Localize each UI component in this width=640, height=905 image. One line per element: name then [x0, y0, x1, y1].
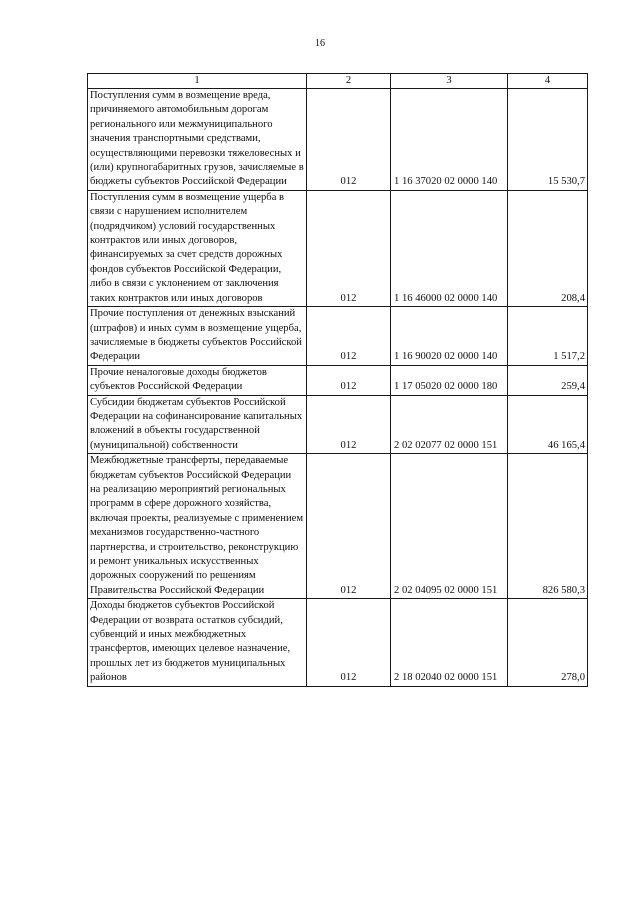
amount-cell: 1 517,2 [508, 307, 588, 366]
budget-code-cell: 1 17 05020 02 0000 180 [391, 365, 508, 395]
amount-cell: 15 530,7 [508, 89, 588, 191]
admin-code-cell: 012 [307, 190, 391, 306]
revenue-name-cell: Субсидии бюджетам субъектов Российской Федерации на софинансирование капитальных вложений в объекты государственной (муниципальной) собственности [88, 395, 307, 454]
budget-code-cell: 2 02 02077 02 0000 151 [391, 395, 508, 454]
revenue-name-cell: Доходы бюджетов субъектов Российской Федерации от возврата остатков субсидий, субвенций и иных межбюджетных трансфертов, имеющих целевое назначение, прошлых лет из бюджетов муниципальных районов [88, 599, 307, 686]
revenue-table [87, 73, 588, 687]
admin-code-cell: 012 [307, 365, 391, 395]
revenue-name-cell: Прочие поступления от денежных взысканий (штрафов) и иных сумм в возмещение ущерба, зачисляемые в бюджеты субъектов Российской Федерации [88, 307, 307, 366]
budget-code-cell: 1 16 37020 02 0000 140 [391, 89, 508, 191]
table-row [88, 365, 588, 395]
table-header-row [88, 74, 588, 89]
amount-cell: 46 165,4 [508, 395, 588, 454]
table-row [88, 454, 588, 599]
page-number: 16 [315, 38, 325, 49]
revenue-name-cell: Межбюджетные трансферты, передаваемые бюджетам субъектов Российской Федерации на реализацию мероприятий региональных программ в сфере дорожного хозяйства, включая проекты, реализуемые с применением механизмов государственно-частного партнерства, и строительство, реконструкцию и ремонт уникальных искусственных дорожных сооружений по решениям Правительства Российской Федерации [88, 454, 307, 599]
admin-code-cell: 012 [307, 307, 391, 366]
amount-cell: 259,4 [508, 365, 588, 395]
table-row [88, 395, 588, 454]
admin-code-cell: 012 [307, 454, 391, 599]
table-row [88, 307, 588, 366]
table-row [88, 89, 588, 191]
admin-code-cell: 012 [307, 89, 391, 191]
budget-code-cell: 1 16 46000 02 0000 140 [391, 190, 508, 306]
column-header-4: 4 [508, 74, 588, 89]
amount-cell: 278,0 [508, 599, 588, 686]
budget-code-cell: 2 18 02040 02 0000 151 [391, 599, 508, 686]
column-header-3: 3 [391, 74, 508, 89]
column-header-2: 2 [307, 74, 391, 89]
revenue-name-cell: Прочие неналоговые доходы бюджетов субъектов Российской Федерации [88, 365, 307, 395]
table-row [88, 599, 588, 686]
budget-code-cell: 1 16 90020 02 0000 140 [391, 307, 508, 366]
budget-code-cell: 2 02 04095 02 0000 151 [391, 454, 508, 599]
admin-code-cell: 012 [307, 599, 391, 686]
admin-code-cell: 012 [307, 395, 391, 454]
revenue-name-cell: Поступления сумм в возмещение ущерба в связи с нарушением исполнителем (подрядчиком) условий государственных контрактов или иных договоров, финансируемых за счет средств дорожных фондов субъектов Российской Федерации, либо в связи с уклонением от заключения таких контрактов или иных договоров [88, 190, 307, 306]
amount-cell: 208,4 [508, 190, 588, 306]
table-row [88, 190, 588, 306]
column-header-1: 1 [88, 74, 307, 89]
amount-cell: 826 580,3 [508, 454, 588, 599]
revenue-name-cell: Поступления сумм в возмещение вреда, причиняемого автомобильным дорогам регионального или межмуниципального значения транспортными средствами, осуществляющими перевозки тяжеловесных и (или) крупногабаритных грузов, зачисляемые в бюджеты субъектов Российской Федерации [88, 89, 307, 191]
